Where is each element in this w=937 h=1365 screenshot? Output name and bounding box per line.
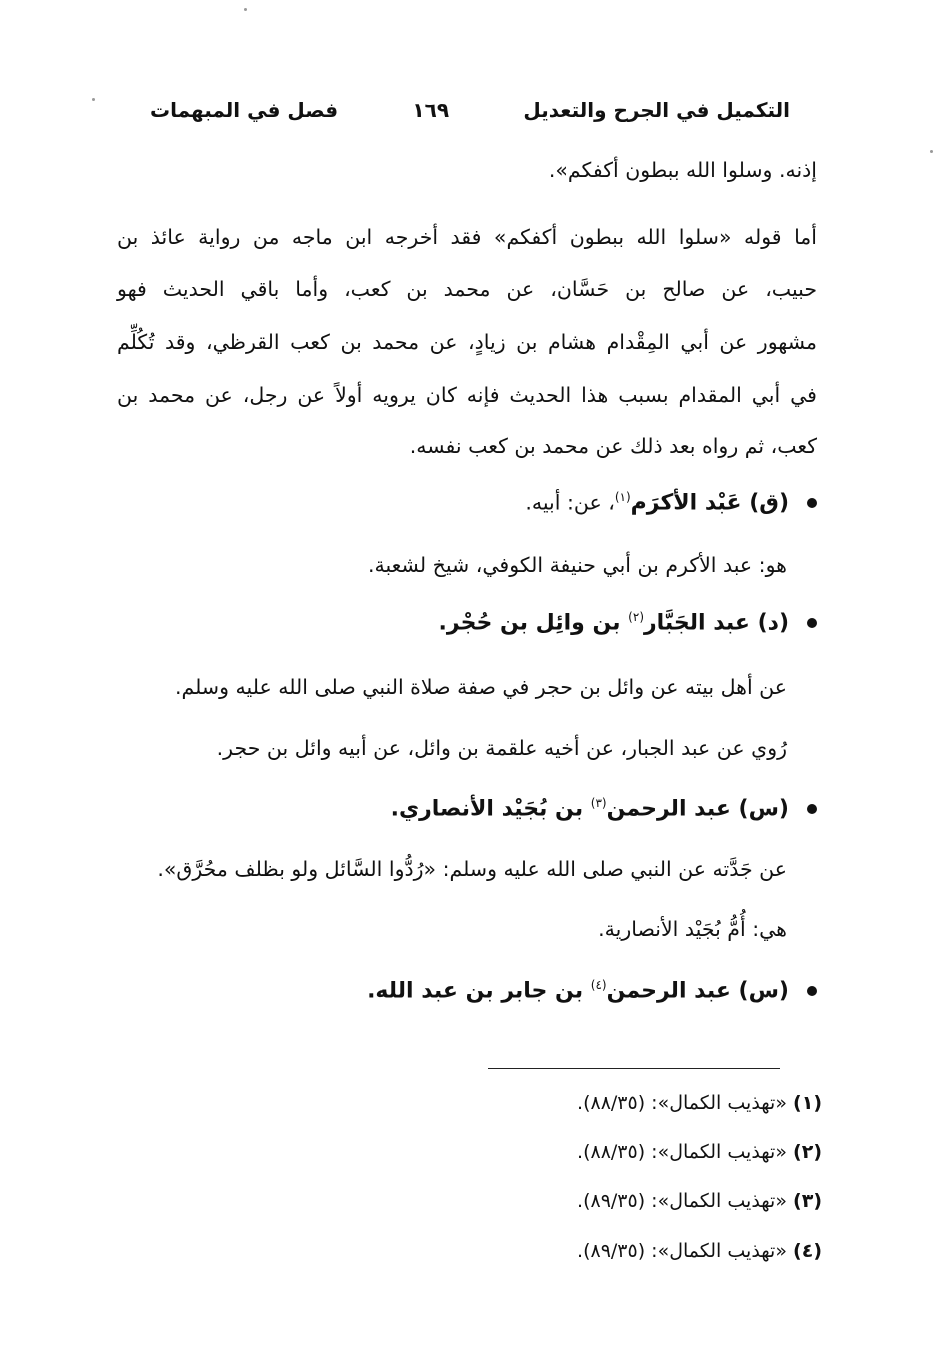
entry-label: (د) عبد الجَبَّار xyxy=(644,610,789,636)
footnote xyxy=(422,1240,822,1262)
footnote-number: (٢) xyxy=(793,1141,822,1163)
entry-heading xyxy=(117,610,817,635)
footnote-text: «تهذيب الكمال»: (٨٩/٣٥). xyxy=(577,1190,787,1212)
page-number: ١٦٩ xyxy=(412,98,450,122)
entry-label: (س) عبد الرحمن xyxy=(606,796,789,822)
body-line-5: في أبي المقدام بسبب هذا الحديث فإنه كان يرويه أولاً عن رجل، عن محمد بن xyxy=(117,383,817,407)
entry-text: هي: أُمُّ بُجَيْد الأنصارية. xyxy=(598,917,787,941)
entry-suffix: ، عن: أبيه. xyxy=(525,490,615,515)
footnote-ref: (٢) xyxy=(628,610,644,624)
entry-text: عن جَدَّته عن النبي صلى الله عليه وسلم: «رُدُّوا السَّائل ولو بظلف محُرَّق». xyxy=(157,857,787,881)
footnote-number: (٤) xyxy=(793,1240,822,1262)
footnote xyxy=(422,1141,822,1163)
scan-speck xyxy=(244,8,247,11)
entry-suffix: بن بُجَيْد الأنصاري. xyxy=(390,796,591,822)
footnote-number: (٣) xyxy=(793,1190,822,1212)
running-header xyxy=(150,90,790,130)
footnote-ref: (١) xyxy=(614,490,631,504)
footnote-ref: (٣) xyxy=(590,796,607,810)
body-line-4: مشهور عن أبي المِقْدام هشام بن زيادٍ، عن محمد بن كعب القرظي، وقد تُكُلِّم xyxy=(117,330,817,354)
bullet-icon xyxy=(807,498,817,508)
bullet-icon xyxy=(807,804,817,814)
entry-text: عن أهل بيته عن وائل بن حجر في صفة صلاة النبي صلى الله عليه وسلم. xyxy=(174,675,787,699)
footnote-number: (١) xyxy=(793,1092,822,1114)
footnote-text: «تهذيب الكمال»: (٨٨/٣٥). xyxy=(577,1092,787,1114)
entry-suffix: بن جابر بن عبد الله. xyxy=(367,978,591,1004)
footnote xyxy=(422,1190,822,1212)
header-book-title: التكميل في الجرح والتعديل xyxy=(523,98,790,122)
body-line-1: إذنه. وسلوا الله ببطون أكفكم». xyxy=(548,158,817,182)
footnote-text: «تهذيب الكمال»: (٨٩/٣٥). xyxy=(577,1240,787,1262)
entry-label: (ق) عَبْد الأكرَم xyxy=(630,490,789,516)
footnote-text: «تهذيب الكمال»: (٨٨/٣٥). xyxy=(577,1141,787,1163)
body-line-2: أما قوله «سلوا الله ببطون أكفكم» فقد أخرجه ابن ماجه من رواية عائذ بن xyxy=(117,225,817,249)
footnote-separator xyxy=(488,1068,780,1069)
entry-suffix: بن وائِل بن حُجْر. xyxy=(438,610,629,636)
scan-speck xyxy=(92,98,95,101)
entry-label: (س) عبد الرحمن xyxy=(606,978,789,1004)
bullet-icon xyxy=(807,618,817,628)
body-line-6: كعب، ثم رواه بعد ذلك عن محمد بن كعب نفسه. xyxy=(409,434,817,458)
entry-text: رُوي عن عبد الجبار، عن أخيه علقمة بن وائل، عن أبيه وائل بن حجر. xyxy=(216,736,787,760)
entry-heading xyxy=(117,978,817,1003)
body-line-3: حبيب، عن صالح بن حَسَّان، عن محمد بن كعب، وأما باقي الحديث فهو xyxy=(117,277,817,301)
entry-heading xyxy=(117,490,817,515)
entry-text: هو: عبد الأكرم بن أبي حنيفة الكوفي، شيخ لشعبة. xyxy=(367,553,787,577)
footnote xyxy=(422,1092,822,1114)
entry-heading xyxy=(117,796,817,821)
footnote-ref: (٤) xyxy=(590,978,607,992)
header-section-title: فصل في المبهمات xyxy=(150,98,339,122)
scan-speck xyxy=(930,150,933,153)
bullet-icon xyxy=(807,986,817,996)
